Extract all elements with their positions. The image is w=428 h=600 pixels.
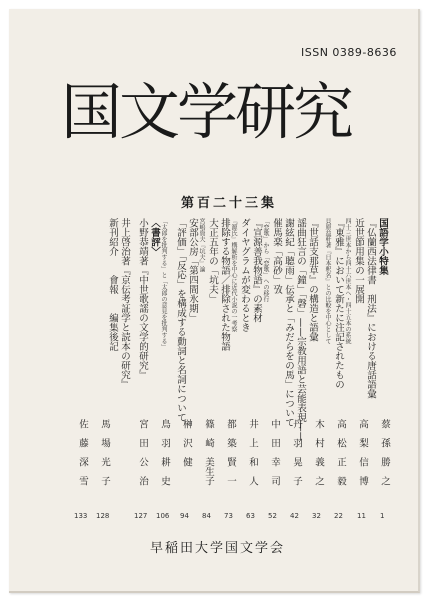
publisher-name: 早稲田大学国文学会 [150,541,286,556]
page-number: 22 [334,512,343,520]
author-name: 榊 沢 健 [181,419,192,467]
toc-title: 『世話支那草』の構造と語彙 [307,218,318,342]
author-name: 井 上 和 人 [247,419,258,486]
toc-title: 近世節用集の一展開 [353,218,364,304]
review-title: 井上啓治著『京伝考証学と読本の研究』 [119,218,130,389]
special-feature-label: 国語学小特集 [377,218,388,275]
author-name: 都 築 賢 一 [225,419,236,486]
page-number: 94 [180,512,189,520]
author-name: 篠 崎 美生子 [203,419,214,486]
toc-subtitle: 宮嶋資夫『坑夫』論 [198,218,205,272]
review-title: 小野恭靖著『中世歌謡の文学的研究』 [137,218,148,380]
reviews-label: 〈書評〉 [149,218,160,256]
page-number: 128 [96,512,110,520]
toc-title: 謝絃紀「聴雨」伝承と「みだらをの馬」について [283,218,294,427]
issn-number: ISSN 0389-8636 [301,46,397,59]
author-name: 木 村 義 之 [313,419,324,486]
author-name: 丹 羽 晃 子 [291,419,302,486]
page-number: 32 [312,512,321,520]
review-author: 佐 藤 深 雪 [77,419,88,486]
toc-title: 「評価」「反応」を構成する動詞と名詞について [175,218,186,423]
toc-title: 『宣源善我物語』の素材 [251,218,262,323]
misc-sections: 新刊紹介 會報 編集後記 [107,218,118,351]
author-name: 高 松 正 毅 [335,419,346,486]
author-name: 鳥 羽 耕 史 [159,419,170,486]
page-number: 73 [224,512,233,520]
toc-subtitle: 四十三世本から四十六世本へ・四十五本の系統 [344,218,351,344]
toc-subtitle: 『源氏』構解析を中心に近代小説の一考察 [230,218,237,332]
toc-title: 大正五年の「坑夫」 [207,218,218,304]
author-name: 宮 田 公 治 [137,419,148,486]
toc-subtitle: 貝原益軒著『日本釈名』との比較を中心として [324,218,331,344]
page-number: 106 [156,512,170,520]
author-name: 蔡 孫 勝 之 [379,419,390,486]
toc-title: ダイヤグラムが変わるとき [239,218,250,332]
toc-title: 『東雅』において新たに注記されたもの [333,218,344,389]
toc-subtitle: 「恋歌」から「恋歌」への移行 [262,218,269,302]
journal-title: 国文学研究 [61,77,352,148]
author-block [63,419,393,529]
page-number: 84 [202,512,211,520]
page-number: 127 [134,512,148,520]
page-number: 63 [246,512,255,520]
toc-title: 催馬楽「高砂」攷 [271,218,282,294]
page-number: 42 [290,512,299,520]
author-name: 中 田 幸 司 [269,419,280,486]
page-number: 52 [268,512,277,520]
review-author: 馬 場 光 子 [99,419,110,486]
page-number: 11 [357,512,366,520]
author-name: 高 梨 信 博 [357,419,368,486]
toc-title: 排除する物語／排除された物語 [219,218,230,351]
journal-cover [9,9,420,593]
toc-subtitle: 「太郎を批判する」と「太郎の意見を批判する」 [160,218,167,350]
page-number: 133 [74,512,88,520]
toc-title: 『仏蘭西法律書 刑法』における唐話語彙 [365,218,376,399]
toc-title: 謡曲狂言の「鐘」「磬」——宗教用語と芸能表現—— [295,218,306,442]
toc-title: 安部公房「第四間氷期」 [187,218,198,323]
page-number: 1 [380,512,385,520]
issue-number: 第百二十三集 [181,196,278,211]
